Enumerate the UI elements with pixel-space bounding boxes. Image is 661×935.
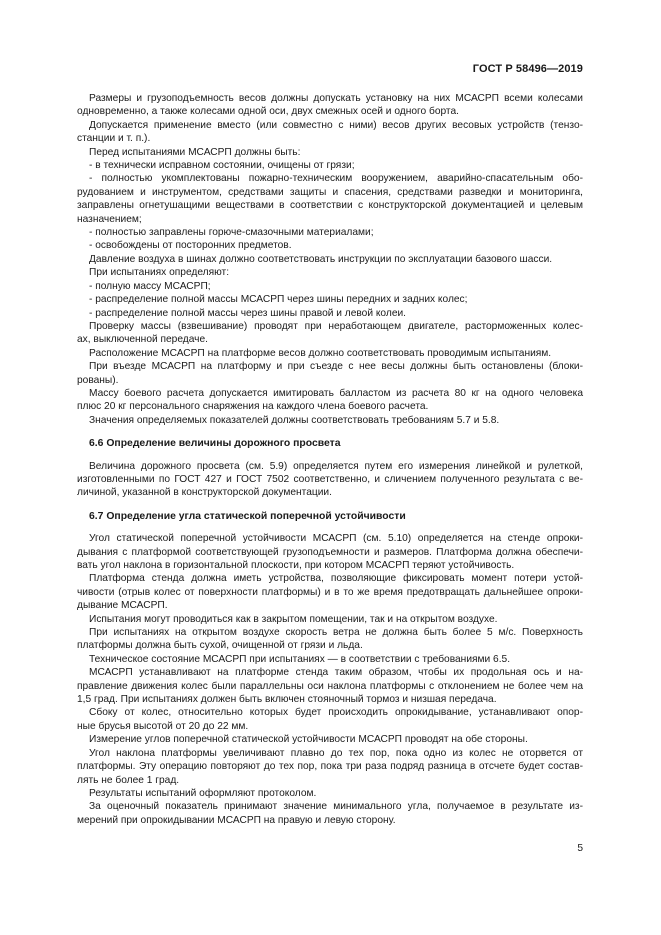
text-line: При въезде МСАСРП на платформу и при съезде с нее весы должны быть остановлены (блоки- xyxy=(89,361,583,373)
text-line: Платформа стенда должна иметь устройства, позволяющие фиксировать момент потери устой- xyxy=(89,573,583,585)
paragraph xyxy=(77,747,583,787)
text-line: - распределение полной массы МСАСРП через шины передних и задних колес; xyxy=(89,294,468,306)
paragraph xyxy=(77,572,583,612)
text-line: платформы должна быть сухой, очищенной от грязи и льда. xyxy=(77,640,363,652)
section-heading: 6.7 Определение угла статической поперечной устойчивости xyxy=(89,510,406,522)
text-line: - в технически исправном состоянии, очищены от грязи; xyxy=(89,160,355,172)
text-line: Проверку массы (взвешивание) проводят при неработающем двигателе, расторможенных колес- xyxy=(89,320,583,332)
text-line: ах, выключенной передаче. xyxy=(77,334,208,346)
text-line: - полностью заправлены горюче-смазочными материалами; xyxy=(89,227,374,239)
text-line: правление движения колес были параллельны оси наклона платформы с отклонением не более чем на xyxy=(77,680,583,692)
section-heading: 6.6 Определение величины дорожного просвета xyxy=(89,438,341,450)
paragraph xyxy=(77,92,583,119)
text-line: назначением; xyxy=(77,213,142,225)
document-body xyxy=(77,92,583,827)
text-line: мерений при опрокидывании МСАСРП на правую и левую сторону. xyxy=(77,814,396,826)
paragraph xyxy=(77,800,583,827)
text-line: Перед испытаниями МСАСРП должны быть: xyxy=(89,146,301,158)
text-line: Массу боевого расчета допускается имитировать балластом из расчета 80 кг на одного человека xyxy=(89,387,583,399)
paragraph xyxy=(77,706,583,733)
text-line: 1,5 град. При испытаниях должен быть включен стояночный тормоз и низшая передача. xyxy=(77,694,497,706)
text-line: Техническое состояние МСАСРП при испытаниях — в соответствии с требованиями 6.5. xyxy=(89,653,511,665)
page-number: 5 xyxy=(577,843,583,854)
text-line: Сбоку от колес, относительно которых будет происходить опрокидывание, устанавливают опор- xyxy=(89,707,583,719)
document-code-header: ГОСТ Р 58496—2019 xyxy=(472,63,583,75)
paragraph xyxy=(77,280,583,293)
paragraph xyxy=(77,146,583,159)
text-line: Измерение углов поперечной статической устойчивости МСАСРП проводят на обе стороны. xyxy=(89,734,528,746)
paragraph xyxy=(77,666,583,706)
text-line: Испытания могут проводиться как в закрытом помещении, так и на открытом воздухе. xyxy=(89,613,498,625)
text-line: станции и т. п.). xyxy=(77,133,151,145)
paragraph xyxy=(77,239,583,252)
text-line: рудованием и инструментом, средствами защиты и спасения, средствами разведки и мониторинга, xyxy=(77,186,583,198)
text-line: За оценочный показатель принимают значение минимального угла, получаемое в результате из- xyxy=(89,801,583,813)
paragraph xyxy=(77,733,583,746)
paragraph xyxy=(77,626,583,653)
text-line: изготовленными по ГОСТ 427 и ГОСТ 7502 соответственно, и сличением полученного результата с ве- xyxy=(77,473,583,485)
text-line: Результаты испытаний оформляют протоколом. xyxy=(89,787,317,799)
text-line: Угол статической поперечной устойчивости МСАСРП (см. 5.10) определяется на стенде опроки- xyxy=(89,533,583,545)
text-line: Величина дорожного просвета (см. 5.9) определяется путем его измерения линейкой и рулеткой, xyxy=(89,460,583,472)
text-line: заправлены огнетушащими веществами в соответствии с конструкторской документацией и целевым xyxy=(77,200,583,212)
paragraph xyxy=(77,320,583,347)
paragraph xyxy=(77,159,583,172)
text-line: платформы. Эту операцию повторяют до тех пор, пока три раза подряд разница в отсчете будет состав- xyxy=(77,761,583,773)
text-line: чивости (отрыв колес от поверхности платформы) и в то же время предотвращать дальнейшее опроки- xyxy=(77,586,583,598)
text-line: Допускается применение вместо (или совместно с ними) весов других весовых устройств (тензо- xyxy=(89,119,583,131)
text-line: - распределение полной массы через шины правой и левой колеи. xyxy=(89,307,407,319)
paragraph xyxy=(77,172,583,226)
text-line: - освобождены от посторонних предметов. xyxy=(89,240,292,252)
text-line: дывание МСАСРП. xyxy=(77,600,168,612)
paragraph xyxy=(77,787,583,800)
paragraph xyxy=(77,226,583,239)
paragraph xyxy=(77,347,583,360)
paragraph xyxy=(77,360,583,387)
paragraph xyxy=(77,266,583,279)
text-line: одновременно, а также колесами одной оси, двух смежных осей и одного борта. xyxy=(77,106,459,118)
text-line: плюс 20 кг персонального снаряжения на каждого члена боевого расчета. xyxy=(77,401,429,413)
text-line: При испытаниях на открытом воздухе скорость ветра не должна быть более 5 м/с. Поверхность xyxy=(89,627,583,639)
text-line: ные брусья высотой от 20 до 22 мм. xyxy=(77,720,249,732)
text-line: Расположение МСАСРП на платформе весов должно соответствовать проводимым испытаниям. xyxy=(89,347,552,359)
paragraph xyxy=(77,253,583,266)
text-line: вать угол наклона в горизонтальной плоскости, при котором МСАСРП теряют устойчивость. xyxy=(77,560,515,571)
text-line: рованы). xyxy=(77,374,119,386)
text-line: Угол наклона платформы увеличивают плавно до тех пор, пока одно из колес не оторвется от xyxy=(89,747,583,759)
paragraph xyxy=(77,532,583,572)
text-line: - полностью укомплектованы пожарно-техническим вооружением, аварийно-спасательным обо- xyxy=(89,173,583,185)
text-line: дывания с платформой соответствующей грузоподъемности и размеров. Платформа должна обеспечи- xyxy=(77,546,583,558)
text-line: личиной, указанной в конструкторской документации. xyxy=(77,487,332,499)
paragraph xyxy=(77,119,583,146)
paragraph xyxy=(77,414,583,427)
paragraph xyxy=(77,613,583,626)
paragraph xyxy=(77,293,583,306)
paragraph xyxy=(77,387,583,414)
text-line: МСАСРП устанавливают на платформе стенда таким образом, чтобы их продольная ось и на- xyxy=(89,667,583,679)
paragraph xyxy=(77,460,583,500)
text-line: Давление воздуха в шинах должно соответствовать инструкции по эксплуатации базового шасси. xyxy=(89,253,553,265)
text-line: лять не более 1 град. xyxy=(77,774,180,786)
text-line: При испытаниях определяют: xyxy=(89,267,230,279)
paragraph xyxy=(77,307,583,320)
text-line: Значения определяемых показателей должны соответствовать требованиям 5.7 и 5.8. xyxy=(89,414,500,426)
paragraph xyxy=(77,653,583,666)
text-line: - полную массу МСАСРП; xyxy=(89,280,211,292)
text-line: Размеры и грузоподъемность весов должны допускать установку на них МСАСРП всеми колесами xyxy=(89,93,583,104)
